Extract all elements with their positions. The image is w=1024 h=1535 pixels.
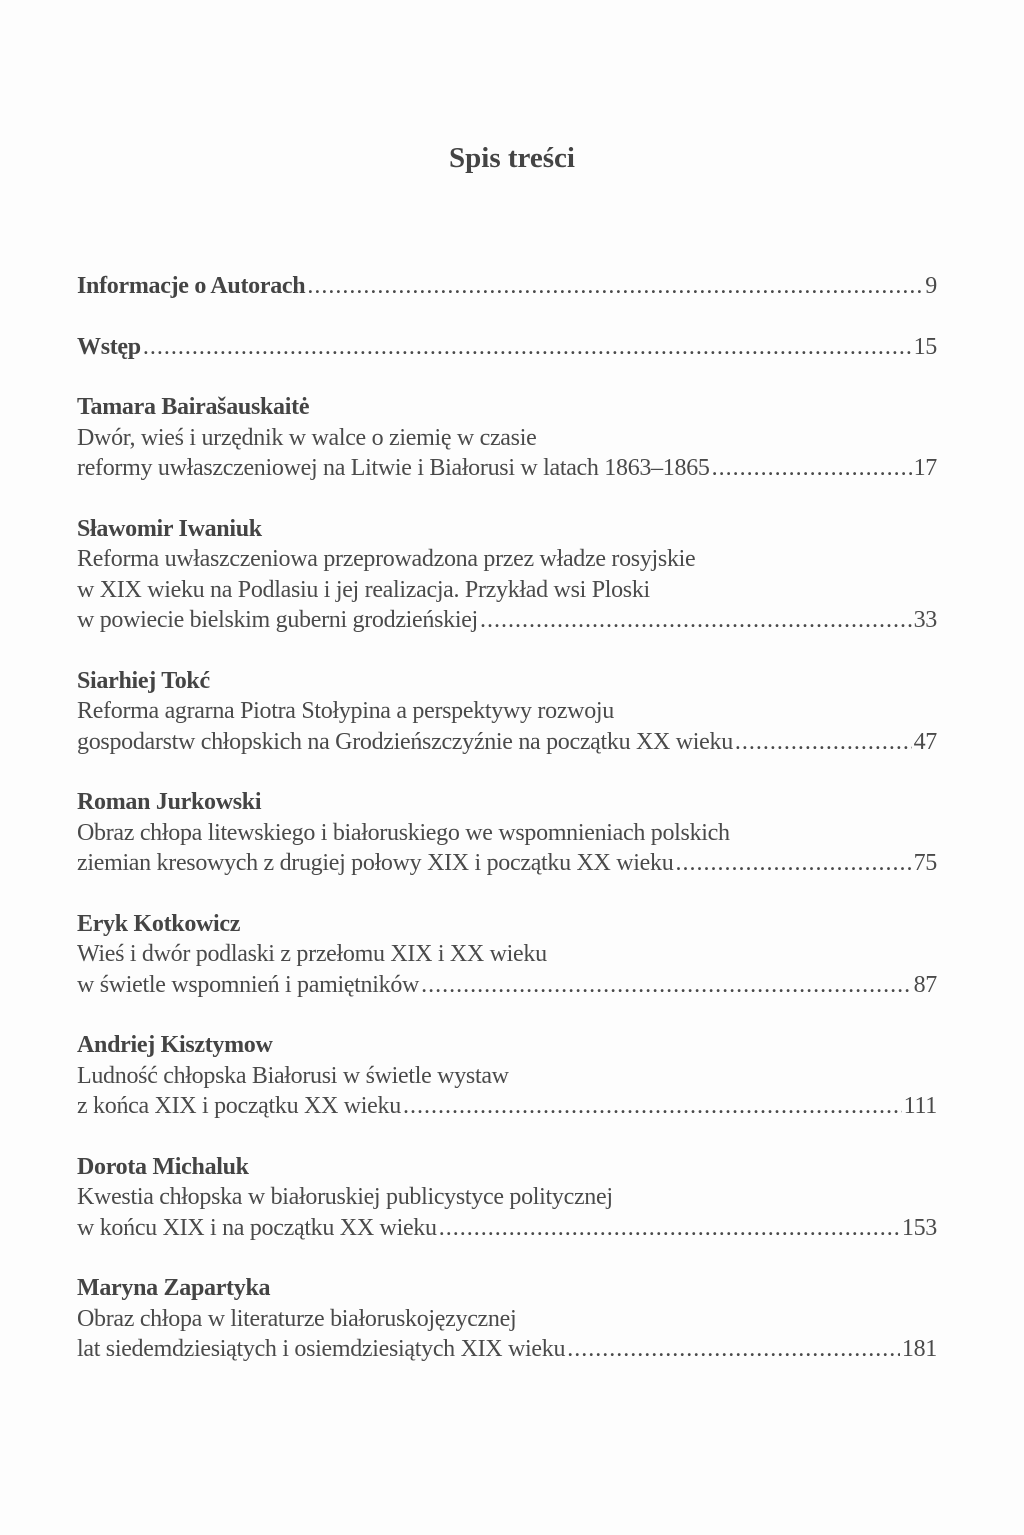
- entry-title-line: ziemian kresowych z drugiej połowy XIX i początku XX wieku: [77, 850, 674, 876]
- entry-title-line: w powiecie bielskim guberni grodzieńskiej: [77, 607, 478, 633]
- entry-last-line: [77, 1091, 937, 1122]
- dot-leader: [735, 727, 912, 758]
- page-title: Spis treści: [449, 142, 575, 174]
- toc-entry[interactable]: [77, 666, 937, 758]
- page-number: 87: [913, 971, 937, 998]
- toc-entry[interactable]: [77, 332, 937, 363]
- entry-title-line: z końca XIX i początku XX wieku: [77, 1093, 401, 1119]
- page-number: 75: [913, 850, 937, 876]
- toc-entry[interactable]: [77, 1030, 937, 1122]
- dot-leader: [403, 1091, 902, 1122]
- dot-leader: [421, 970, 912, 1001]
- dot-leader: [143, 332, 912, 363]
- entry-author: Eryk Kotkowicz: [77, 910, 241, 937]
- toc-entry[interactable]: [77, 1152, 937, 1244]
- entry-last-line: [77, 453, 937, 484]
- entry-last-line: [77, 848, 937, 879]
- entry-author: Roman Jurkowski: [77, 789, 262, 815]
- entry-title-line: Ludność chłopska Białorusi w świetle wystaw: [77, 1062, 509, 1089]
- page-number: 111: [903, 1093, 937, 1119]
- dot-leader: [712, 453, 912, 484]
- entry-last-line: [77, 605, 937, 636]
- dot-leader: [567, 1334, 900, 1365]
- toc-entry[interactable]: [77, 514, 937, 636]
- page-number: 9: [925, 273, 937, 299]
- entry-author: Sławomir Iwaniuk: [77, 515, 262, 542]
- entry-title-line: w XIX wieku na Podlasiu i jej realizacja. Przykład wsi Ploski: [77, 576, 650, 603]
- entry-last-line: [77, 1334, 937, 1365]
- entry-last-line: [77, 271, 937, 302]
- entry-author: Siarhiej Tokć: [77, 667, 210, 694]
- page-number: 15: [913, 333, 937, 360]
- dot-leader: [675, 848, 911, 879]
- entry-last-line: [77, 727, 937, 758]
- entry-title-line: reformy uwłaszczeniowej na Litwie i Białorusi w latach 1863–1865: [77, 455, 710, 481]
- entry-author: Dorota Michaluk: [77, 1153, 249, 1180]
- entry-author: Maryna Zapartyka: [77, 1275, 271, 1301]
- entry-title-line: lat siedemdziesiątych i osiemdziesiątych XIX wieku: [77, 1336, 566, 1362]
- entry-title-line: Dwór, wieś i urzędnik w walce o ziemię w czasie: [77, 424, 537, 451]
- entry-title-line: Kwestia chłopska w białoruskiej publicystyce politycznej: [77, 1184, 613, 1210]
- toc-entry[interactable]: [77, 909, 937, 1001]
- toc-entry[interactable]: [77, 271, 937, 302]
- entry-title-line: Obraz chłopa w literaturze białoruskojęzycznej: [77, 1305, 517, 1332]
- entry-last-line: [77, 970, 937, 1001]
- entry-last-line: [77, 332, 937, 363]
- entry-last-line: [77, 1213, 937, 1244]
- page-number: 47: [913, 728, 937, 755]
- toc-entry[interactable]: [77, 392, 937, 484]
- page-number: 181: [901, 1336, 937, 1362]
- entry-title-line: gospodarstw chłopskich na Grodzieńszczyźnie na początku XX wieku: [77, 728, 733, 755]
- dot-leader: [307, 271, 923, 302]
- entry-title-line: Reforma uwłaszczeniowa przeprowadzona przez władze rosyjskie: [77, 546, 696, 572]
- entry-author: Tamara Bairašauskaitė: [77, 394, 310, 420]
- table-of-contents: [77, 271, 937, 1395]
- entry-title-line: Obraz chłopa litewskiego i białoruskiego we wspomnieniach polskich: [77, 819, 730, 846]
- entry-title-line: w końcu XIX i na początku XX wieku: [77, 1214, 437, 1241]
- dot-leader: [439, 1213, 900, 1244]
- page-number: 17: [913, 455, 937, 481]
- toc-entry[interactable]: [77, 1273, 937, 1365]
- page-number: 33: [913, 607, 937, 633]
- entry-title-line: Reforma agrarna Piotra Stołypina a perspektywy rozwoju: [77, 698, 614, 724]
- entry-title-line: Informacje o Autorach: [77, 273, 306, 299]
- page-number: 153: [901, 1214, 937, 1241]
- toc-entry[interactable]: [77, 787, 937, 879]
- dot-leader: [480, 605, 912, 636]
- entry-title-line: w świetle wspomnień i pamiętników: [77, 971, 420, 998]
- entry-title-line: Wstęp: [77, 333, 141, 360]
- entry-author: Andriej Kisztymow: [77, 1032, 273, 1058]
- entry-title-line: Wieś i dwór podlaski z przełomu XIX i XX wieku: [77, 941, 547, 967]
